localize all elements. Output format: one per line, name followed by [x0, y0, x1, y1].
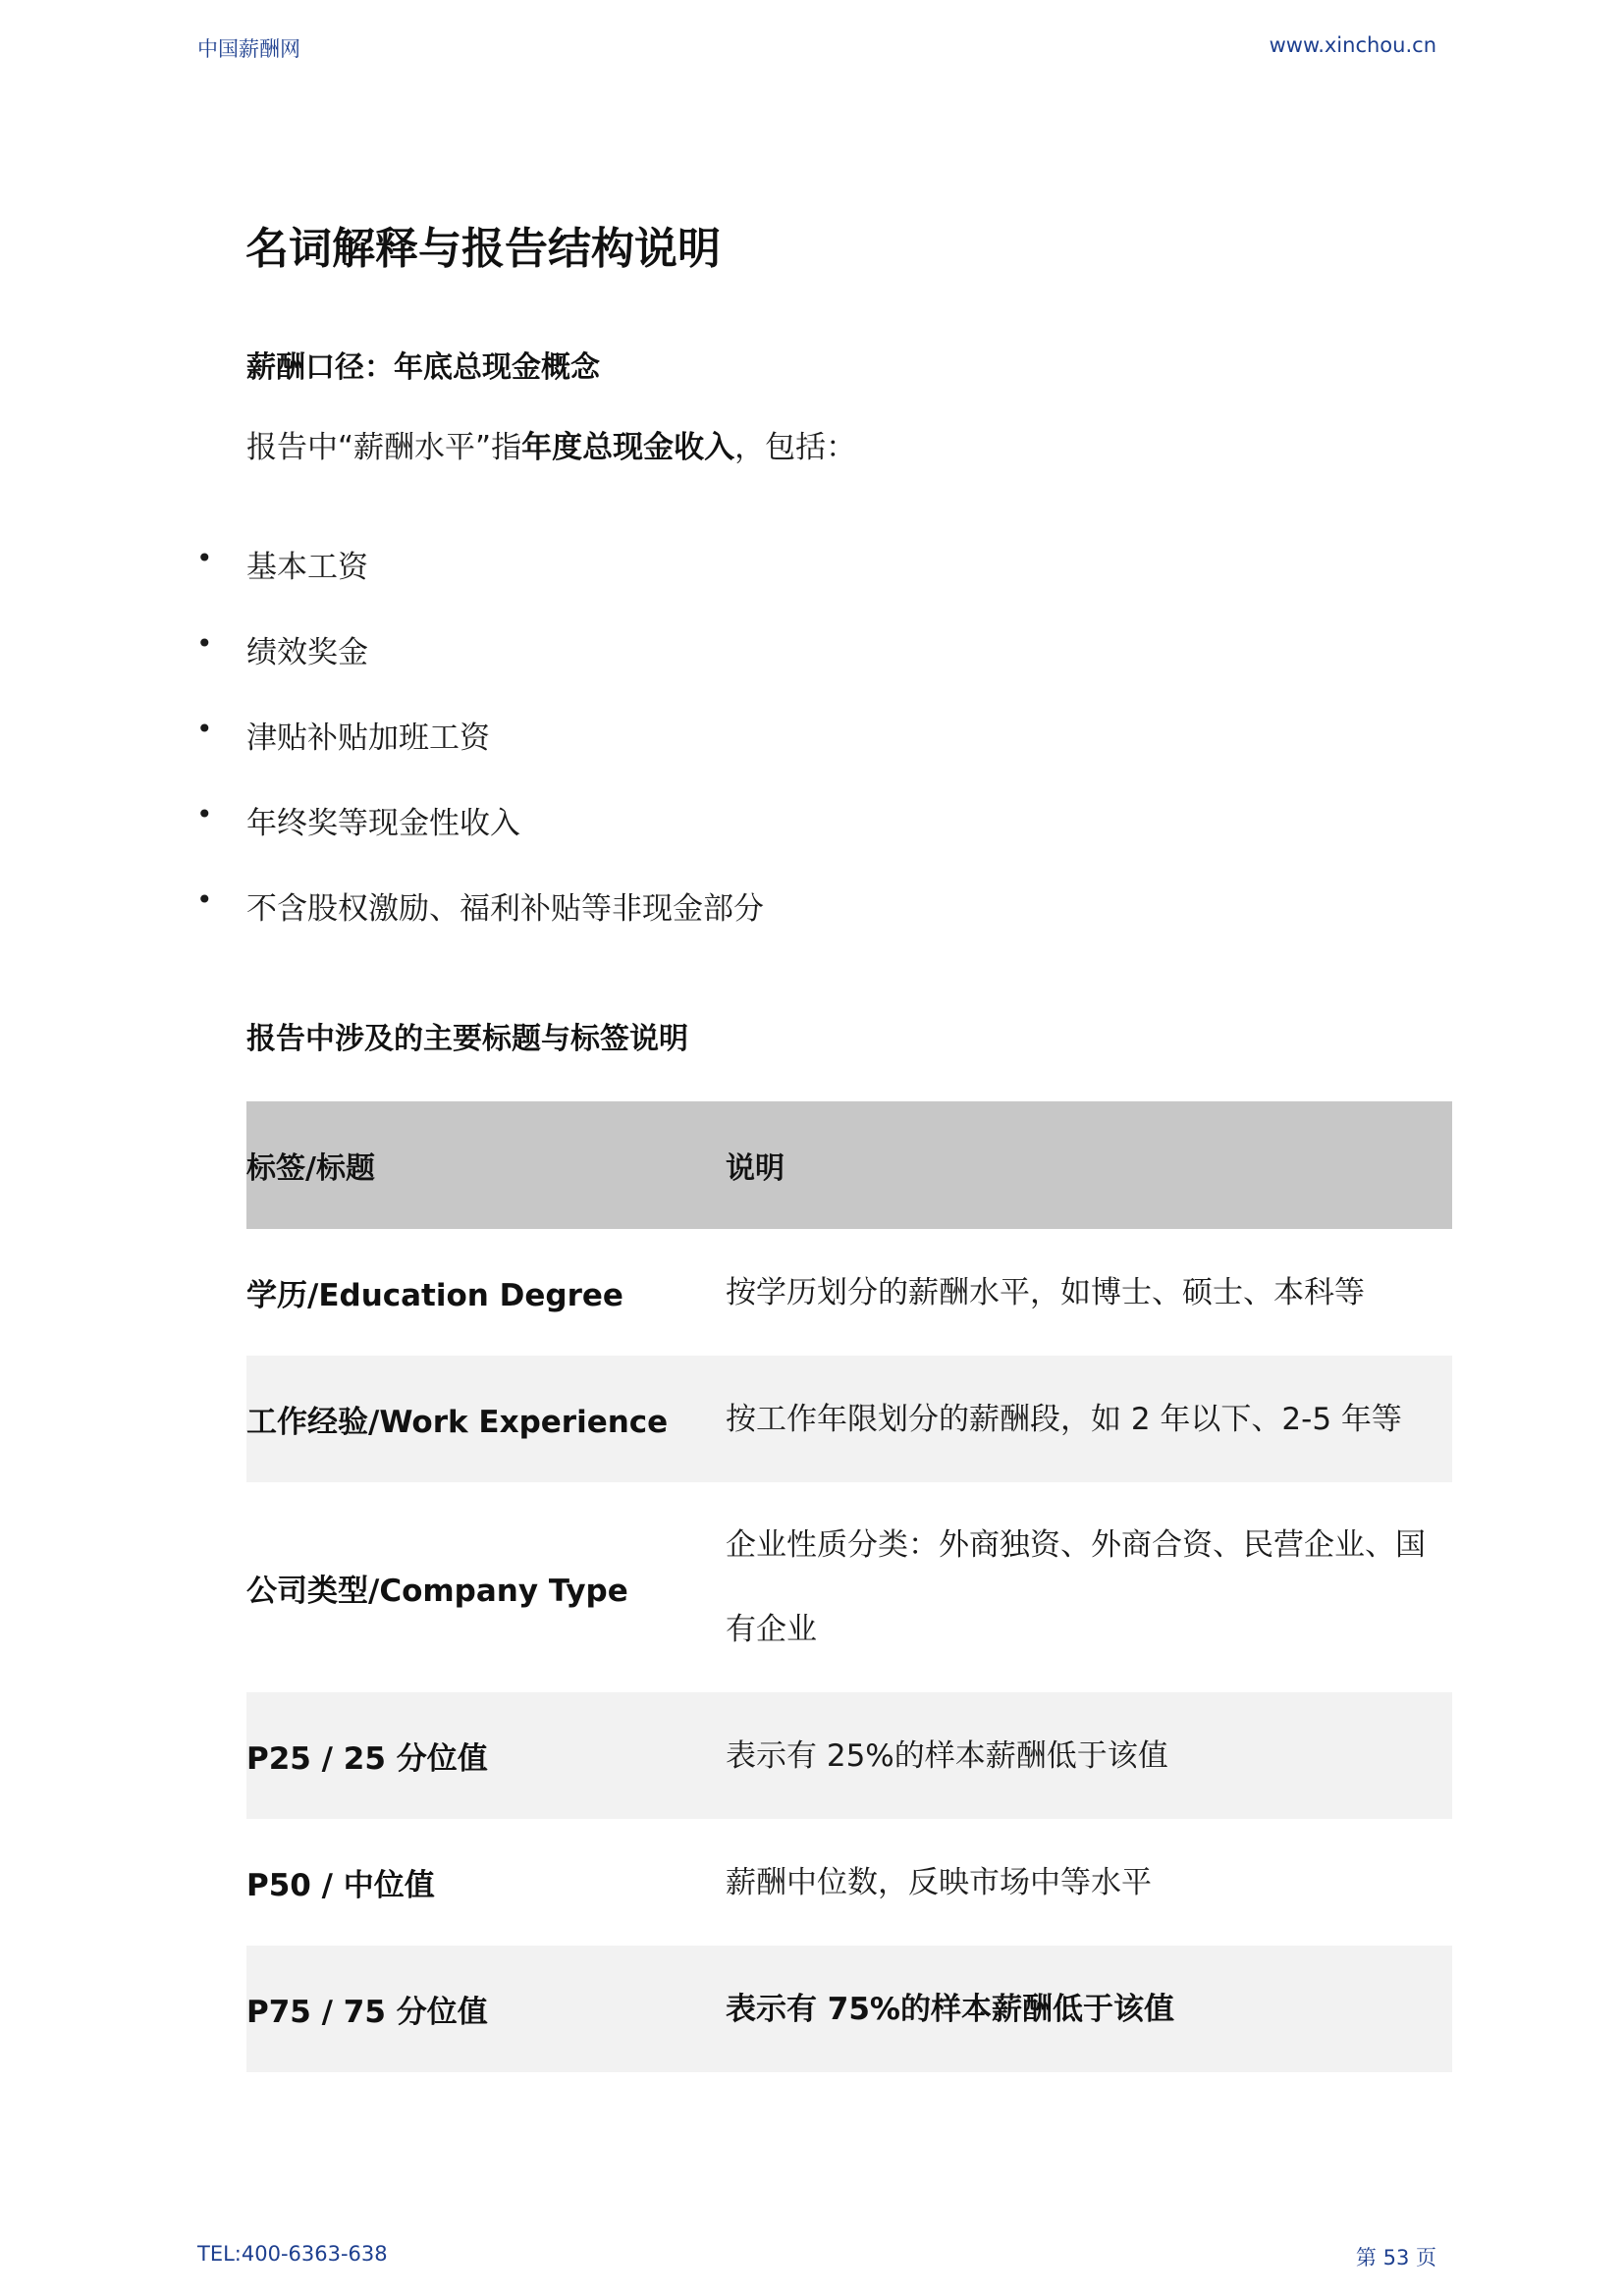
intro-paragraph — [246, 422, 856, 466]
table-row — [246, 1946, 1452, 2072]
list-item-text: 不含股权激励、福利补贴等非现金部分 — [246, 891, 764, 927]
list-item — [196, 542, 1375, 627]
intro-prefix: 报告中“薪酬水平”指 — [246, 430, 522, 465]
row-description: 薪酬中位数，反映市场中等水平 — [726, 1864, 1152, 1900]
list-item — [196, 627, 1375, 713]
row-label: P50 / 中位值 — [246, 1868, 435, 1903]
table-row — [246, 1229, 1452, 1356]
labels-table — [246, 1101, 1452, 2072]
header-site-name: 中国薪酬网 — [197, 37, 300, 61]
row-label: P25 / 25 分位值 — [246, 1692, 726, 1819]
table-row — [246, 1356, 1452, 1482]
table-row — [246, 1692, 1452, 1819]
section-heading-labels: 报告中涉及的主要标题与标签说明 — [246, 1022, 688, 1056]
list-item — [196, 798, 1375, 883]
row-label: 学历/Education Degree — [246, 1278, 623, 1313]
list-item-text: 年终奖等现金性收入 — [246, 806, 520, 841]
list-item — [196, 713, 1375, 798]
list-item — [196, 883, 1375, 969]
row-label: 公司类型/Company Type — [246, 1573, 628, 1609]
table-row — [246, 1819, 1452, 1946]
page-title: 名词解释与报告结构说明 — [245, 224, 721, 274]
column-header-description: 说明 — [726, 1101, 1452, 1229]
section-heading-salary-scope: 薪酬口径：年底总现金概念 — [246, 350, 600, 385]
row-description: 表示有 75%的样本薪酬低于该值 — [726, 1946, 1452, 2072]
bullet-icon: • — [196, 798, 213, 830]
table-row — [246, 1482, 1452, 1692]
header-site-url[interactable]: www.xinchou.cn — [1269, 33, 1436, 57]
bullet-icon: • — [196, 627, 213, 660]
column-header-label: 标签/标题 — [246, 1101, 726, 1229]
list-item-text: 绩效奖金 — [246, 635, 368, 670]
salary-components-list — [196, 542, 1375, 969]
bullet-icon: • — [196, 713, 213, 745]
row-label: P75 / 75 分位值 — [246, 1946, 726, 2072]
row-description: 按学历划分的薪酬水平，如博士、硕士、本科等 — [726, 1274, 1365, 1310]
intro-suffix: ，包括： — [734, 430, 857, 465]
row-description: 企业性质分类：外商独资、外商合资、民营企业、国有企业 — [726, 1527, 1426, 1647]
list-item-text: 基本工资 — [246, 550, 368, 585]
row-description: 按工作年限划分的薪酬段，如 2 年以下、2-5 年等 — [726, 1356, 1452, 1482]
list-item-text: 津贴补贴加班工资 — [246, 721, 490, 756]
row-label: 工作经验/Work Experience — [246, 1356, 726, 1482]
page-number: 第 53 页 — [1355, 2246, 1436, 2269]
table-header-row — [246, 1101, 1452, 1229]
row-description: 表示有 25%的样本薪酬低于该值 — [726, 1692, 1452, 1819]
footer-phone: TEL:400-6363-638 — [197, 2242, 388, 2266]
bullet-icon: • — [196, 883, 213, 916]
bullet-icon: • — [196, 542, 213, 574]
intro-bold-term: 年度总现金收入 — [521, 430, 735, 465]
